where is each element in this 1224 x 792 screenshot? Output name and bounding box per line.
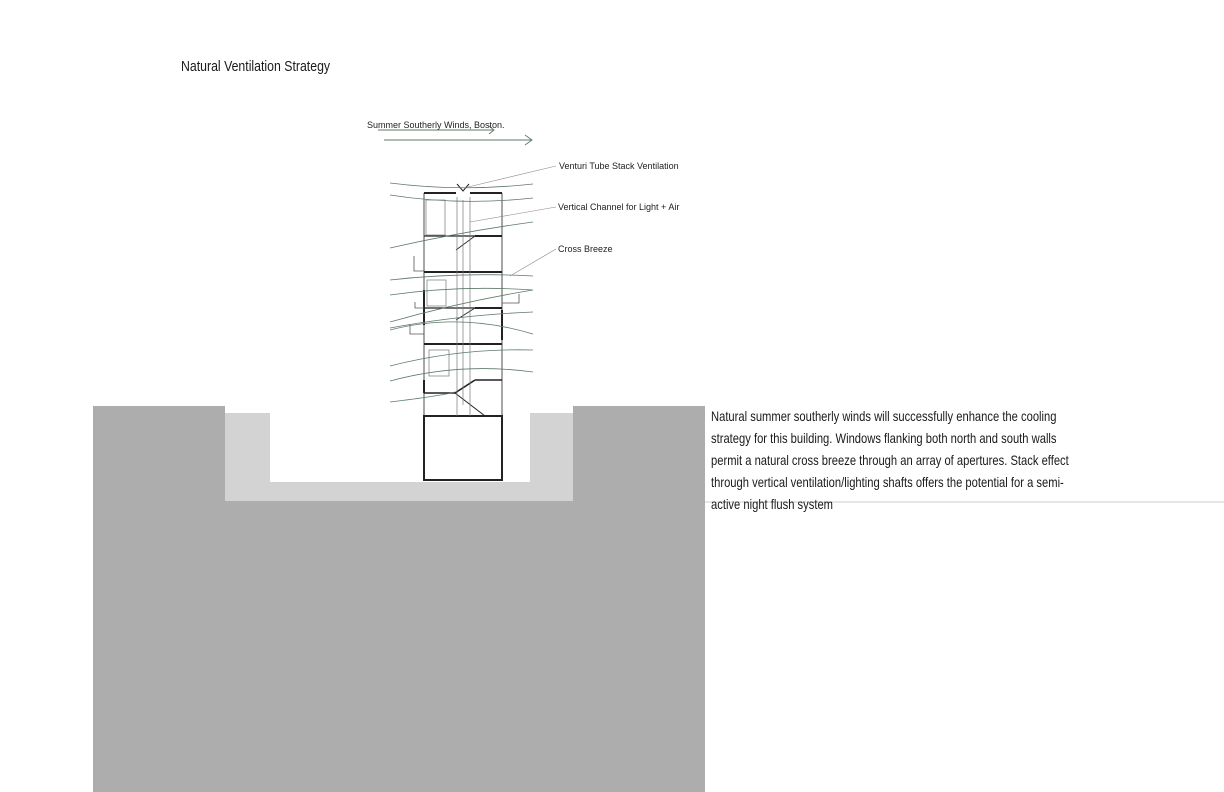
channel-label: Vertical Channel for Light + Air xyxy=(558,202,680,212)
description-line: active night flush system xyxy=(711,496,834,512)
description-text xyxy=(711,405,1127,515)
wind-arrow-large xyxy=(384,135,532,145)
cross-breeze-lines xyxy=(390,183,533,402)
courtyard-floor xyxy=(225,482,530,501)
right-ground-block xyxy=(573,406,705,501)
left-ground-block xyxy=(93,406,225,506)
cross-breeze-label: Cross Breeze xyxy=(558,244,613,254)
winds-label: Summer Southerly Winds, Boston. xyxy=(367,120,505,130)
leader-lines xyxy=(468,166,556,276)
ground-base xyxy=(93,500,705,792)
description-line: strategy for this building. Windows flanking both north and south walls xyxy=(711,430,1057,446)
right-retaining-wall xyxy=(530,413,573,501)
description-line: permit a natural cross breeze through an array of apertures. Stack effect xyxy=(711,452,1069,468)
page-title: Natural Ventilation Strategy xyxy=(181,58,331,75)
description-line: Natural summer southerly winds will successfully enhance the cooling xyxy=(711,408,1057,424)
description-line: through vertical ventilation/lighting shafts offers the potential for a semi- xyxy=(711,474,1064,490)
venturi-label: Venturi Tube Stack Ventilation xyxy=(559,161,679,171)
vertical-channel xyxy=(426,184,470,416)
building-section xyxy=(410,193,519,480)
